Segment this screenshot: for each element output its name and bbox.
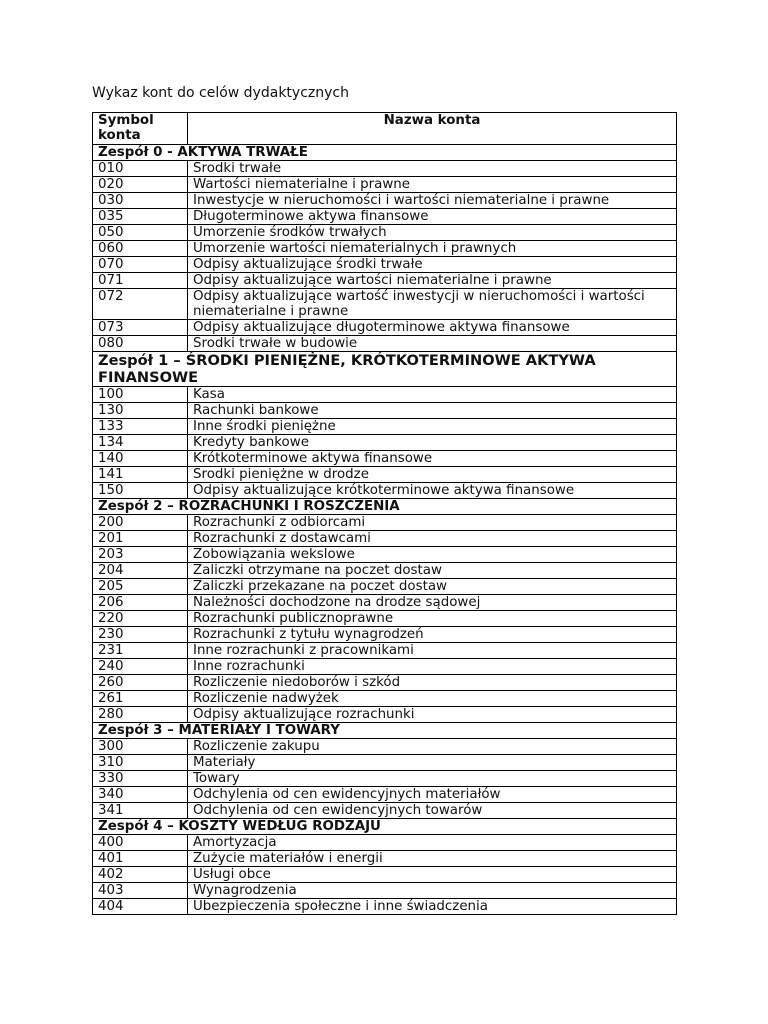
account-name: Długoterminowe aktywa finansowe [188, 209, 677, 225]
account-name: Rozrachunki z dostawcami [188, 531, 677, 547]
account-name: Zużycie materiałów i energii [188, 851, 677, 867]
table-row [93, 883, 677, 899]
section-heading-row [93, 499, 677, 515]
account-symbol: 310 [93, 755, 188, 771]
account-name: Ubezpieczenia społeczne i inne świadczenia [188, 899, 677, 915]
table-row [93, 787, 677, 803]
account-symbol: 020 [93, 177, 188, 193]
symbol-header-line-1: Symbol [98, 113, 154, 128]
symbol-column-header [93, 113, 188, 145]
table-row [93, 403, 677, 419]
section-heading: Zespół 3 – MATERIAŁY I TOWARY [93, 723, 677, 739]
account-name: Odpisy aktualizujące krótkoterminowe aktywa finansowe [188, 483, 677, 499]
account-symbol: 230 [93, 627, 188, 643]
account-symbol: 206 [93, 595, 188, 611]
table-row [93, 177, 677, 193]
account-symbol: 140 [93, 451, 188, 467]
account-symbol: 133 [93, 419, 188, 435]
section-heading-row [93, 723, 677, 739]
account-name: Środki trwałe w budowie [188, 336, 677, 352]
account-symbol: 070 [93, 257, 188, 273]
account-name: Wynagrodzenia [188, 883, 677, 899]
table-row [93, 595, 677, 611]
table-row [93, 193, 677, 209]
table-row [93, 771, 677, 787]
account-name: Środki pieniężne w drodze [188, 467, 677, 483]
account-name: Zobowiązania wekslowe [188, 547, 677, 563]
account-name: Towary [188, 771, 677, 787]
account-name: Rozliczenie niedoborów i szkód [188, 675, 677, 691]
table-row [93, 739, 677, 755]
account-symbol: 050 [93, 225, 188, 241]
table-row [93, 273, 677, 289]
table-row [93, 899, 677, 915]
table-row [93, 435, 677, 451]
account-name: Materiały [188, 755, 677, 771]
account-symbol: 073 [93, 320, 188, 336]
table-row [93, 579, 677, 595]
account-symbol: 150 [93, 483, 188, 499]
account-name: Odchylenia od cen ewidencyjnych towarów [188, 803, 677, 819]
section-heading: Zespół 0 - AKTYWA TRWAŁE [93, 145, 677, 161]
account-name: Rozrachunki z odbiorcami [188, 515, 677, 531]
account-symbol: 404 [93, 899, 188, 915]
account-symbol: 220 [93, 611, 188, 627]
table-row [93, 467, 677, 483]
account-name: Odpisy aktualizujące wartości niematerialne i prawne [188, 273, 677, 289]
account-symbol: 231 [93, 643, 188, 659]
table-row [93, 755, 677, 771]
account-symbol: 402 [93, 867, 188, 883]
account-symbol: 205 [93, 579, 188, 595]
account-symbol: 080 [93, 336, 188, 352]
table-row [93, 225, 677, 241]
accounts-table [92, 112, 677, 915]
section-heading: Zespół 1 – ŚRODKI PIENIĘŻNE, KRÓTKOTERMINOWE AKTYWA FINANSOWE [93, 352, 677, 387]
account-name: Umorzenie wartości niematerialnych i prawnych [188, 241, 677, 257]
account-symbol: 134 [93, 435, 188, 451]
account-name: Odpisy aktualizujące rozrachunki [188, 707, 677, 723]
section-heading-row [93, 352, 677, 387]
account-symbol: 403 [93, 883, 188, 899]
account-name: Środki trwałe [188, 161, 677, 177]
account-symbol: 071 [93, 273, 188, 289]
account-name: Krótkoterminowe aktywa finansowe [188, 451, 677, 467]
account-name: Rachunki bankowe [188, 403, 677, 419]
account-name: Amortyzacja [188, 835, 677, 851]
table-row [93, 320, 677, 336]
account-symbol: 240 [93, 659, 188, 675]
account-name: Rozliczenie nadwyżek [188, 691, 677, 707]
account-name: Inne środki pieniężne [188, 419, 677, 435]
account-name: Zaliczki przekazane na poczet dostaw [188, 579, 677, 595]
table-row [93, 803, 677, 819]
table-row [93, 611, 677, 627]
table-row [93, 336, 677, 352]
table-row [93, 257, 677, 273]
table-row [93, 627, 677, 643]
table-body [93, 145, 677, 915]
table-row [93, 851, 677, 867]
table-row [93, 675, 677, 691]
table-row [93, 691, 677, 707]
account-symbol: 260 [93, 675, 188, 691]
account-symbol: 401 [93, 851, 188, 867]
table-row [93, 547, 677, 563]
account-name: Inne rozrachunki [188, 659, 677, 675]
account-symbol: 261 [93, 691, 188, 707]
table-row [93, 419, 677, 435]
account-symbol: 200 [93, 515, 188, 531]
account-name: Rozrachunki publicznoprawne [188, 611, 677, 627]
account-name: Rozrachunki z tytułu wynagrodzeń [188, 627, 677, 643]
section-heading-row [93, 819, 677, 835]
table-row [93, 707, 677, 723]
table-row [93, 209, 677, 225]
account-name: Usługi obce [188, 867, 677, 883]
account-name: Wartości niematerialne i prawne [188, 177, 677, 193]
account-symbol: 072 [93, 289, 188, 320]
account-name: Odpisy aktualizujące środki trwałe [188, 257, 677, 273]
document-title: Wykaz kont do celów dydaktycznych [92, 85, 349, 101]
account-symbol: 280 [93, 707, 188, 723]
account-symbol: 330 [93, 771, 188, 787]
table-row [93, 867, 677, 883]
account-symbol: 201 [93, 531, 188, 547]
table-row [93, 289, 677, 320]
account-symbol: 141 [93, 467, 188, 483]
account-symbol: 035 [93, 209, 188, 225]
table-row [93, 659, 677, 675]
account-symbol: 010 [93, 161, 188, 177]
section-heading: Zespół 2 – ROZRACHUNKI I ROSZCZENIA [93, 499, 677, 515]
account-name: Odchylenia od cen ewidencyjnych materiałów [188, 787, 677, 803]
section-heading-row [93, 145, 677, 161]
table-row [93, 451, 677, 467]
account-name: Zaliczki otrzymane na poczet dostaw [188, 563, 677, 579]
table-row [93, 483, 677, 499]
account-symbol: 340 [93, 787, 188, 803]
account-symbol: 341 [93, 803, 188, 819]
symbol-header-line-2: konta [98, 128, 141, 143]
account-symbol: 130 [93, 403, 188, 419]
account-symbol: 100 [93, 387, 188, 403]
table-row [93, 531, 677, 547]
table-row [93, 835, 677, 851]
account-symbol: 030 [93, 193, 188, 209]
section-heading: Zespół 4 – KOSZTY WEDŁUG RODZAJU [93, 819, 677, 835]
account-symbol: 204 [93, 563, 188, 579]
account-name: Rozliczenie zakupu [188, 739, 677, 755]
account-symbol: 203 [93, 547, 188, 563]
account-symbol: 400 [93, 835, 188, 851]
name-column-header: Nazwa konta [188, 113, 677, 145]
account-name: Inne rozrachunki z pracownikami [188, 643, 677, 659]
account-name: Odpisy aktualizujące długoterminowe aktywa finansowe [188, 320, 677, 336]
header-row [93, 113, 677, 145]
account-symbol: 060 [93, 241, 188, 257]
account-name: Należności dochodzone na drodze sądowej [188, 595, 677, 611]
account-name: Kredyty bankowe [188, 435, 677, 451]
account-symbol: 300 [93, 739, 188, 755]
account-name: Odpisy aktualizujące wartość inwestycji w nieruchomości i wartości niematerialne i prawne [188, 289, 677, 320]
table-row [93, 241, 677, 257]
account-name: Inwestycje w nieruchomości i wartości niematerialne i prawne [188, 193, 677, 209]
account-name: Kasa [188, 387, 677, 403]
table-row [93, 563, 677, 579]
table-row [93, 643, 677, 659]
table-header [93, 113, 677, 145]
table-row [93, 515, 677, 531]
table-row [93, 161, 677, 177]
table-row [93, 387, 677, 403]
account-name: Umorzenie środków trwałych [188, 225, 677, 241]
